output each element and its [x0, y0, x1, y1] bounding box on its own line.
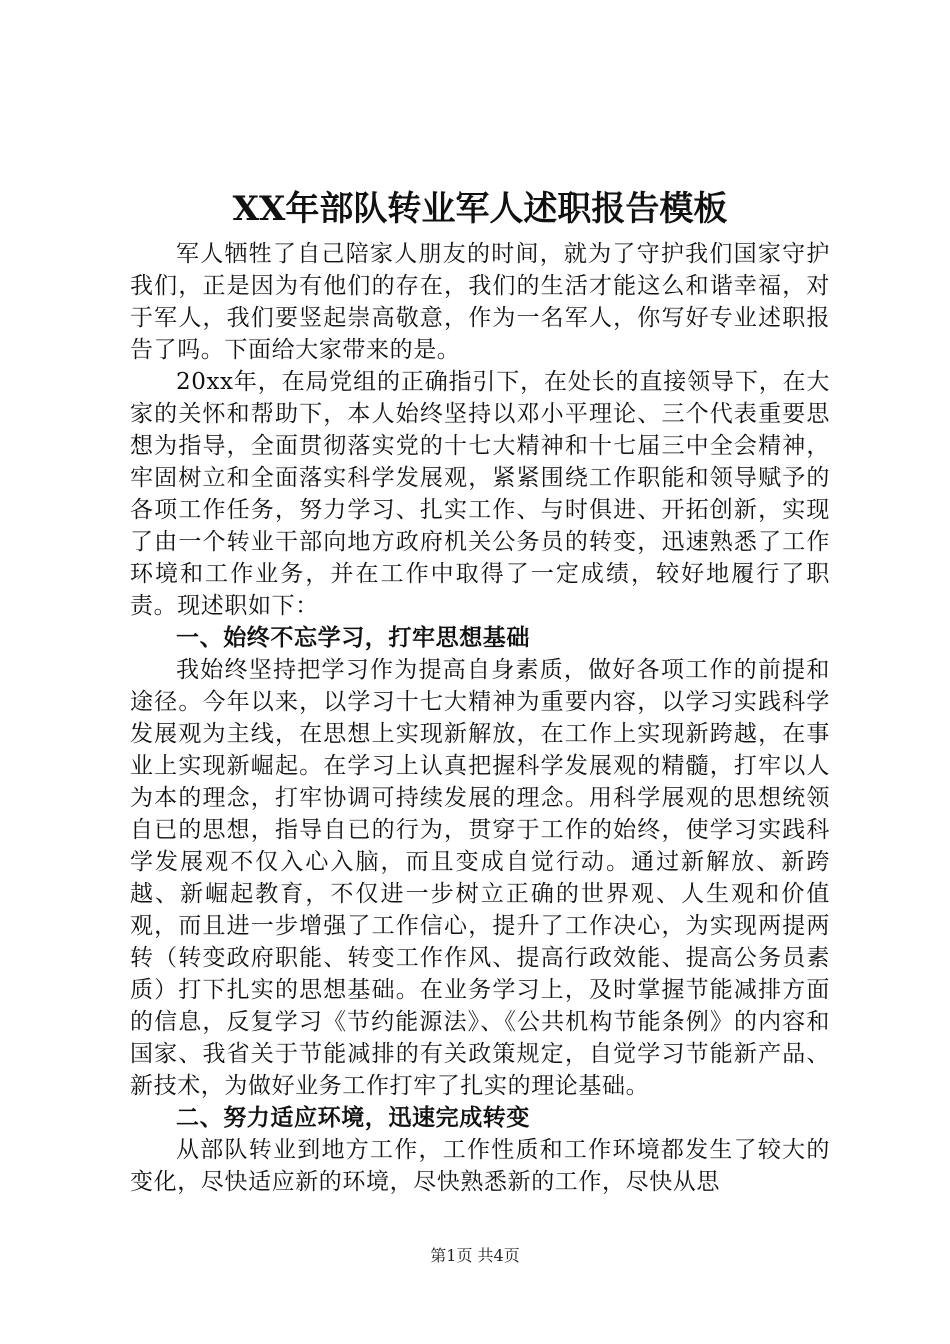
document-title: XX年部队转业军人述职报告模板 — [232, 189, 728, 229]
page-number-footer: 第1页 共4页 — [430, 1246, 520, 1265]
section-heading-2: 二、努力适应环境，迅速完成转变 — [176, 1105, 530, 1131]
document-body — [130, 186, 830, 1198]
summary-paragraph: 20xx年，在局党组的正确指引下，在处长的直接领导下，在大家的关怀和帮助下，本人始终坚持以邓小平理论、三个代表重要思想为指导，全面贯彻落实党的十七大精神和十七届三中全会精神，牢固树立和全面落实科学发展观，紧紧围绕工作职能和领导赋予的各项工作任务，努力学习、扎实工作、与时俱进、开拓创新，实现了由一个转业干部向地方政府机关公务员的转变，迅速熟悉了工作环境和工作业务，并在工作中取得了一定成绩，较好地履行了职责。现述职如下： — [130, 369, 830, 619]
section-2-paragraph: 从部队转业到地方工作，工作性质和工作环境都发生了较大的变化，尽快适应新的环境，尽快熟悉新的工作，尽快从思 — [130, 1137, 830, 1195]
section-1-paragraph: 我始终坚持把学习作为提高自身素质，做好各项工作的前提和途径。今年以来，以学习十七大精神为重要内容，以学习实践科学发展观为主线，在思想上实现新解放，在工作上实现新跨越，在事业上实现新崛起。在学习上认真把握科学发展观的精髓，打牢以人为本的理念，打牢协调可持续发展的理念。用科学展观的思想统领自已的思想，指导自已的行为，贯穿于工作的始终，使学习实践科学发展观不仅入心入脑，而且变成自觉行动。通过新解放、新跨越、新崛起教育，不仅进一步树立正确的世界观、人生观和价值观，而且进一步增强了工作信心，提升了工作决心，为实现两提两转（转变政府职能、转变工作作风、提高行政效能、提高公务员素质）打下扎实的思想基础。在业务学习上，及时掌握节能减排方面的信息，反复学习《节约能源法》、《公共机构节能条例》的内容和国家、我省关于节能减排的有关政策规定，自觉学习节能新产品、新技术，为做好业务工作打牢了扎实的理论基础。 — [130, 657, 830, 1099]
intro-paragraph: 军人牺牲了自己陪家人朋友的时间，就为了守护我们国家守护我们，正是因为有他们的存在，我们的生活才能这么和谐幸福，对于军人，我们要竖起崇高敬意，作为一名军人，你写好专业述职报告了吗。下面给大家带来的是。 — [130, 241, 830, 363]
section-heading-1: 一、始终不忘学习，打牢思想基础 — [176, 625, 530, 651]
